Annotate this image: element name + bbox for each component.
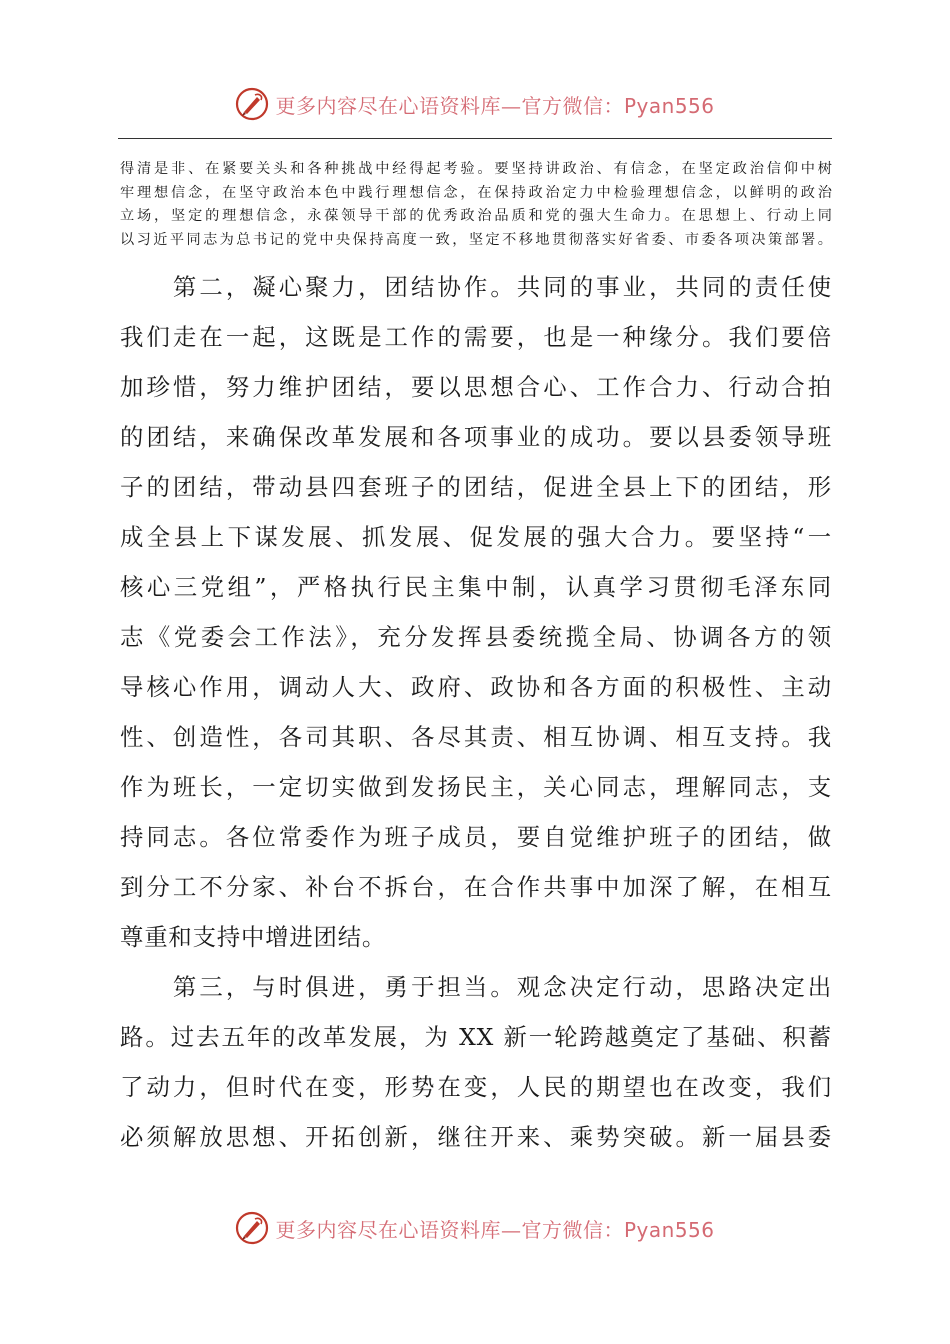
paragraph-line: 路。过去五年的改革发展，为 XX 新一轮跨越奠定了基础、积蓄 [120,1023,832,1051]
header-banner [0,84,950,124]
pen-logo-icon [235,1211,269,1245]
paragraph-third-point [120,962,832,1162]
paragraph-line: 志《党委会工作法》，充分发挥县委统揽全局、协调各方的领 [120,623,832,651]
paragraph-second-point [120,262,832,962]
paragraph-line: 我们走在一起，这既是工作的需要，也是一种缘分。我们要倍 [120,323,832,351]
footer-banner [0,1208,950,1248]
carryover-line: 以习近平同志为总书记的党中央保持高度一致，坚定不移地贯彻落实好省委、市委各项决策部署。 [120,231,832,248]
paragraph-line: 加珍惜，努力维护团结，要以思想合心、工作合力、行动合拍 [120,373,832,401]
carryover-paragraph [120,158,832,252]
paragraph-line: 性、创造性，各司其职、各尽其责、相互协调、相互支持。我 [120,723,832,751]
paragraph-line: 了动力，但时代在变，形势在变，人民的期望也在改变，我们 [120,1073,832,1101]
carryover-line: 牢理想信念，在坚守政治本色中践行理想信念，在保持政治定力中检验理想信念，以鲜明的政治 [120,184,832,201]
footer-banner-text: 更多内容尽在心语资料库—官方微信：Pyan556 [275,1217,715,1242]
paragraph-line: 第二，凝心聚力，团结协作。共同的事业，共同的责任使 [120,273,832,301]
carryover-line: 立场，坚定的理想信念，永葆领导干部的优秀政治品质和党的强大生命力。在思想上、行动上同 [120,208,832,224]
carryover-line: 得清是非、在紧要关头和各种挑战中经得起考验。要坚持讲政治、有信念，在坚定政治信仰中树 [120,161,832,177]
paragraph-line: 必须解放思想、开拓创新，继往开来、乘势突破。新一届县委 [120,1123,832,1151]
header-banner-text: 更多内容尽在心语资料库—官方微信：Pyan556 [275,93,715,118]
paragraph-line: 核心三党组”，严格执行民主集中制，认真学习贯彻毛泽东同 [120,573,832,601]
header-wechat-handle: Pyan556 [623,93,715,118]
footer-wechat-handle: Pyan556 [623,1217,715,1242]
paragraph-line: 尊重和支持中增进团结。 [120,923,387,951]
paragraph-line: 第三，与时俱进，勇于担当。观念决定行动，思路决定出 [120,973,832,1001]
paragraph-line: 作为班长，一定切实做到发扬民主，关心同志，理解同志，支 [120,773,832,801]
paragraph-line: 子的团结，带动县四套班子的团结，促进全县上下的团结，形 [120,473,832,501]
paragraph-line: 的团结，来确保改革发展和各项事业的成功。要以县委领导班 [120,423,832,451]
pen-logo-icon [235,87,269,121]
header-divider [118,138,832,139]
paragraph-line: 成全县上下谋发展、抓发展、促发展的强大合力。要坚持“一 [120,523,832,551]
paragraph-line: 持同志。各位常委作为班子成员，要自觉维护班子的团结，做 [120,823,832,851]
paragraph-line: 到分工不分家、补台不拆台，在合作共事中加深了解，在相互 [120,873,832,901]
paragraph-line: 导核心作用，调动人大、政府、政协和各方面的积极性、主动 [120,673,832,701]
